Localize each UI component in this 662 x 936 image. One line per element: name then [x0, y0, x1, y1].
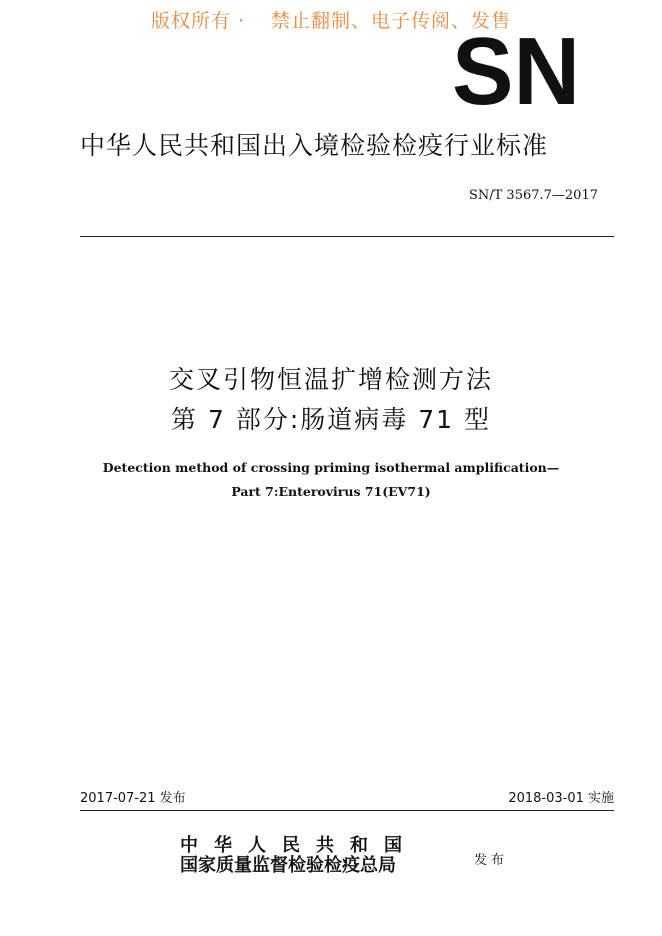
watermark-part1: 版权所有 ·	[150, 10, 246, 32]
issue-date: 2017-07-21 发布	[80, 791, 186, 806]
publish-label: 发布	[474, 853, 509, 868]
sn-logo-text: SN	[452, 30, 580, 108]
title-zh-line1: 交叉引物恒温扩增检测方法	[168, 365, 493, 394]
title-en-line1: Detection method of crossing priming isothermal amplification—	[102, 460, 560, 475]
copyright-watermark	[0, 6, 662, 33]
watermark-part2: 禁止翻制、电子传阅、发售	[271, 10, 512, 32]
title-zh-line2: 第 7 部分:肠道病毒 71 型	[171, 405, 491, 434]
publisher-line1: 中华人民共和国	[180, 835, 418, 856]
title-en-line2: Part 7:Enterovirus 71(EV71)	[231, 484, 431, 499]
implementation-date: 2018-03-01 实施	[508, 791, 614, 806]
footer-divider	[80, 810, 614, 811]
standard-code: SN/T 3567.7—2017	[468, 188, 598, 203]
publisher-name	[180, 836, 418, 876]
publisher-line2: 国家质量监督检验检疫总局	[180, 855, 396, 876]
sn-logo	[452, 30, 582, 108]
issuing-category-title: 中华人民共和国出入境检验检疫行业标准	[80, 131, 549, 160]
header-divider	[80, 236, 614, 237]
